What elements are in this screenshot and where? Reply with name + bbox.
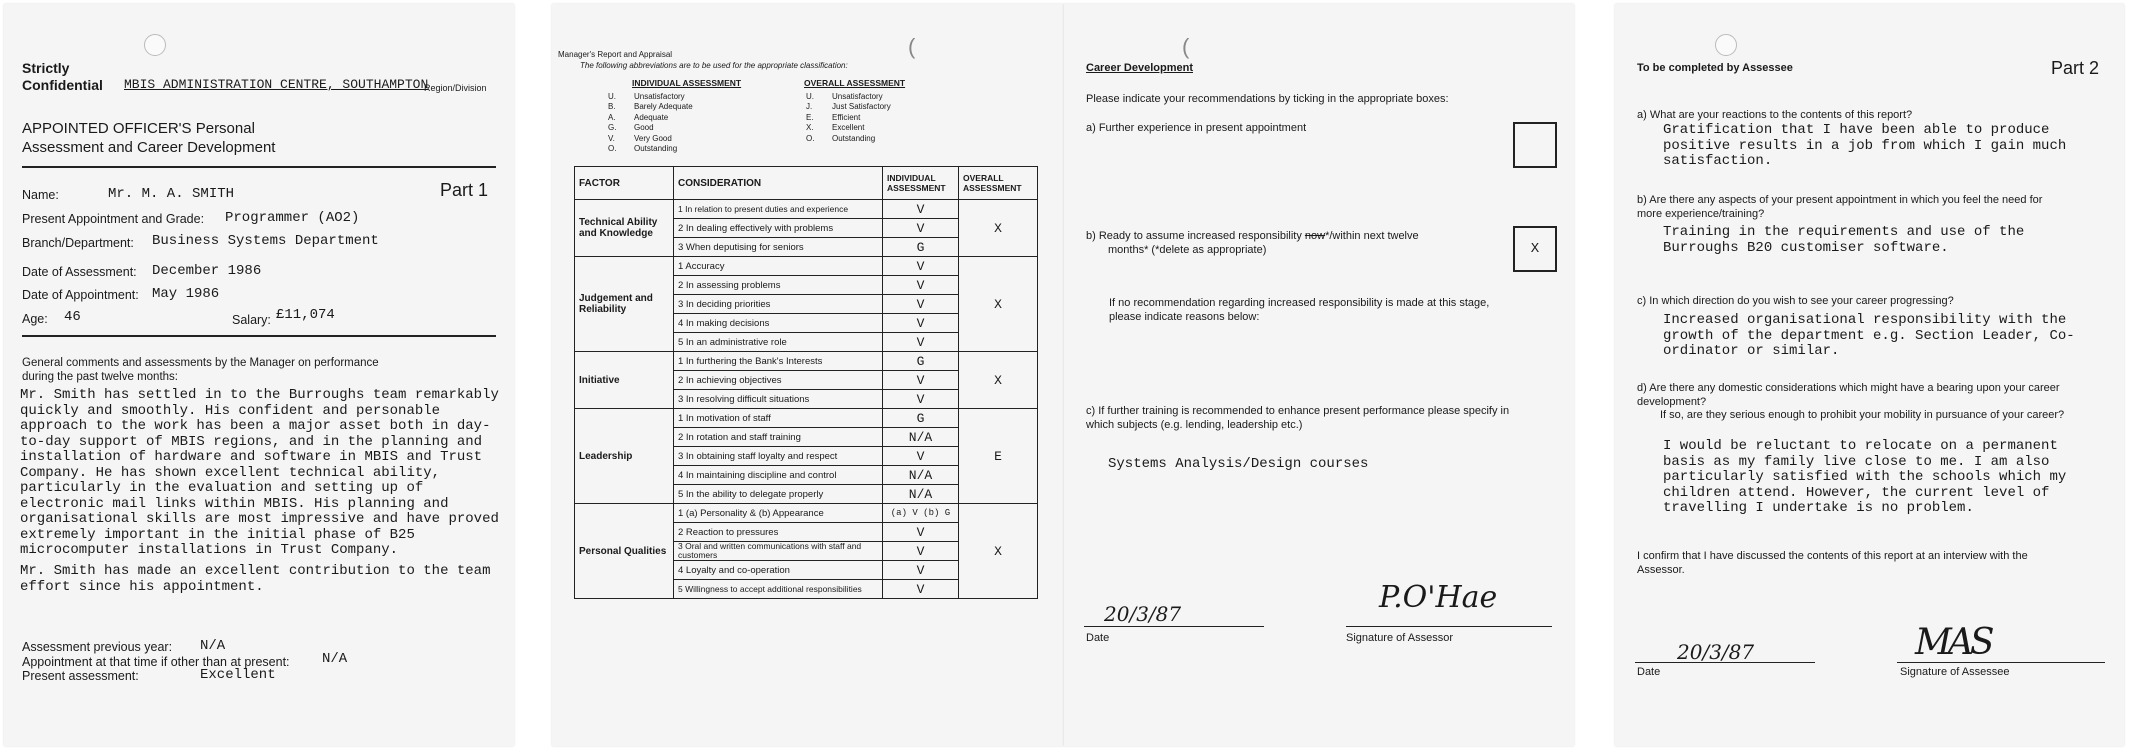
consideration-cell: 5 In the ability to delegate properly [674, 485, 883, 504]
question-c: c) If further training is recommended to enhance present performance please specify in which subjects (e.g. lending, leadership etc.) [1086, 405, 1510, 431]
individual-rating: V [883, 561, 959, 580]
signature-line [1897, 662, 2105, 663]
key-code: J. [806, 102, 813, 112]
question-b-answer: Training in the requirements and use of the Burroughs B20 customiser software. [1663, 224, 2025, 256]
table-row [575, 504, 1038, 523]
overall-key-heading: OVERALL ASSESSMENT [804, 78, 906, 88]
comments-heading: General comments and assessments by the Manager on performance during the past twelve months: [22, 357, 379, 383]
consideration-cell: 3 Oral and written communications with staff and customers [674, 542, 883, 561]
assessor-signature-label: Signature of Assessor [1346, 632, 1454, 644]
key-entry [608, 134, 693, 144]
question-b-text-2: */within next twelve [1325, 230, 1419, 242]
report-header: Manager's Report and Appraisal [558, 50, 673, 59]
key-code: O. [608, 144, 617, 154]
question-b-struck: now [1304, 230, 1326, 242]
individual-rating: V [883, 219, 959, 238]
consideration-cell: 2 In dealing effectively with problems [674, 219, 883, 238]
assessment-table [574, 166, 1038, 599]
individual-key-heading: INDIVIDUAL ASSESSMENT [632, 78, 742, 88]
present-assessment-label: Present assessment: [22, 669, 139, 683]
key-code: U. [806, 92, 814, 101]
key-label: Good [634, 123, 654, 133]
consideration-cell: 5 Willingness to accept additional responsibilities [674, 580, 883, 599]
table-row [575, 200, 1038, 219]
salary-label: Salary: [232, 313, 271, 327]
punch-hole [144, 34, 166, 56]
form-title-line-1: APPOINTED OFFICER'S Personal [22, 120, 255, 137]
key-label: Adequate [634, 112, 669, 122]
key-label: Excellent [832, 123, 865, 133]
consideration-cell: 3 In obtaining staff loyalty and respect [674, 447, 883, 466]
individual-rating: V [883, 257, 959, 276]
overall-key-list [806, 92, 891, 144]
key-entry [608, 102, 693, 112]
question-c-answer: Increased organisational responsibility with the growth of the department e.g. Section Leader, Co-ordinator or similar. [1663, 312, 2075, 359]
assessor-signature: P.O'Hae [1379, 580, 1498, 615]
key-code: X. [806, 123, 814, 133]
appointment-value: Programmer (AO2) [225, 210, 360, 226]
individual-rating: V [883, 371, 959, 390]
key-entry [806, 134, 891, 144]
individual-rating: N/A [883, 466, 959, 485]
key-label: Unsatisfactory [832, 92, 883, 101]
key-code: B. [608, 102, 616, 112]
key-label: Outstanding [832, 133, 876, 143]
individual-rating: G [883, 238, 959, 257]
question-d: d) Are there any domestic considerations which might have a bearing upon your career development? [1637, 382, 2060, 408]
col-consideration: CONSIDERATION [674, 167, 883, 200]
overall-rating: X [959, 200, 1038, 257]
consideration-cell: 4 In making decisions [674, 314, 883, 333]
table-row [575, 352, 1038, 371]
key-entry [608, 92, 693, 102]
question-b-reasons: If no recommendation regarding increased responsibility is made at this stage, please indicate reasons below: [1109, 297, 1490, 323]
consideration-cell: 2 In rotation and staff training [674, 428, 883, 447]
factor-name: Initiative [575, 352, 674, 409]
question-c: c) In which direction do you wish to see your career progressing? [1637, 295, 1954, 307]
consideration-cell: 2 Reaction to pressures [674, 523, 883, 542]
consideration-cell: 3 When deputising for seniors [674, 238, 883, 257]
comments-paragraph-1: Mr. Smith has settled in to the Burroughs team remarkably quickly and smoothly. His confident and personable approach to the work has been a major asset both in day-to-day support of MBIS regions, and in the planning and installation of hardware and software in MBIS and Trust Company. He has shown excellent technical ability, particularly in the evaluation and setting up of electronic mail links within MBIS. His planning and organisational skills are most impressive and have proved extremely important in the initial phase of B25 microcomputer installations in Trust Company. [20, 387, 499, 558]
assessee-signature-label: Signature of Assessee [1900, 666, 2010, 678]
key-entry [806, 113, 891, 123]
consideration-cell: 4 In maintaining discipline and control [674, 466, 883, 485]
question-b-text: b) Ready to assume increased responsibility [1086, 230, 1305, 242]
consideration-cell: 1 In motivation of staff [674, 409, 883, 428]
signature-line [1346, 626, 1552, 627]
question-b-note: months* (*delete as appropriate) [1108, 244, 1267, 256]
career-intro: Please indicate your recommendations by ticking in the appropriate boxes: [1086, 93, 1449, 105]
key-label: Unsatisfactory [634, 92, 685, 101]
assessor-date-value: 20/3/87 [1104, 602, 1182, 626]
individual-rating: V [883, 523, 959, 542]
confirmation-statement: I confirm that I have discussed the contents of this report at an interview with the Assessor. [1637, 550, 2028, 576]
office-name: MBIS ADMINISTRATION CENTRE, SOUTHAMPTON [124, 77, 429, 92]
region-label: Region/Division [424, 83, 487, 93]
consideration-cell: 2 In achieving objectives [674, 371, 883, 390]
col-overall: OVERALL ASSESSMENT [959, 167, 1038, 200]
key-entry [806, 92, 891, 102]
consideration-cell: 1 In relation to present duties and experience [674, 200, 883, 219]
key-label: Very Good [634, 133, 672, 143]
individual-rating: V [883, 447, 959, 466]
date-of-appointment-label: Date of Appointment: [22, 288, 139, 302]
table-row [575, 257, 1038, 276]
consideration-cell: 3 In resolving difficult situations [674, 390, 883, 409]
appointment-label: Present Appointment and Grade: [22, 212, 205, 226]
consideration-cell: 1 (a) Personality & (b) Appearance [674, 504, 883, 523]
key-entry [806, 102, 891, 112]
part-label: Part 1 [440, 180, 489, 200]
appraisal-grid-page [552, 4, 1064, 746]
key-entry [608, 113, 693, 123]
overall-rating: E [959, 409, 1038, 504]
comments-paragraph-2: Mr. Smith has made an excellent contribution to the team effort since his appointment. [20, 563, 491, 595]
date-line [1635, 662, 1815, 663]
divider [22, 335, 496, 337]
age-value: 46 [64, 309, 81, 325]
individual-rating: (a) V (b) G [883, 504, 959, 523]
factor-name: Judgement and Reliability [575, 257, 674, 352]
present-assessment-value: Excellent [200, 667, 276, 683]
col-factor: FACTOR [575, 167, 674, 200]
consideration-cell: 1 Accuracy [674, 257, 883, 276]
consideration-cell: 3 In deciding priorities [674, 295, 883, 314]
name-value: Mr. M. A. SMITH [108, 186, 235, 202]
assessor-date-label: Date [1086, 632, 1110, 644]
individual-rating: V [883, 200, 959, 219]
table-row [575, 409, 1038, 428]
individual-rating: N/A [883, 485, 959, 504]
consideration-cell: 1 In furthering the Bank's Interests [674, 352, 883, 371]
divider [22, 166, 496, 168]
question-d-followup: If so, are they serious enough to prohibit your mobility in pursuance of your career? [1660, 409, 2065, 421]
consideration-cell: 4 Loyalty and co-operation [674, 561, 883, 580]
question-a: a) What are your reactions to the contents of this report? [1637, 109, 1913, 121]
key-entry [806, 123, 891, 133]
punch-hole [1715, 34, 1737, 56]
key-code: A. [608, 112, 616, 122]
previous-year-label: Assessment previous year: [22, 640, 173, 654]
individual-key-list [608, 92, 693, 154]
date-of-assessment-label: Date of Assessment: [22, 265, 137, 279]
factor-name: Personal Qualities [575, 504, 674, 599]
punch-mark: ( [1182, 34, 1190, 59]
key-code: O. [806, 133, 815, 143]
overall-rating: X [959, 352, 1038, 409]
previous-year-value: N/A [200, 638, 226, 654]
individual-rating: V [883, 295, 959, 314]
consideration-cell: 2 In assessing problems [674, 276, 883, 295]
key-code: V. [608, 133, 615, 143]
career-development-page [1064, 4, 1574, 746]
age-label: Age: [22, 312, 48, 326]
checkbox-a[interactable] [1513, 122, 1557, 168]
individual-rating: V [883, 333, 959, 352]
question-c-answer: Systems Analysis/Design courses [1108, 456, 1369, 472]
question-b [1086, 229, 1486, 257]
key-label: Just Satisfactory [832, 102, 891, 112]
question-a: a) Further experience in present appointment [1086, 122, 1307, 134]
consideration-cell: 5 In an administrative role [674, 333, 883, 352]
question-a-answer: Gratification that I have been able to produce positive results in a job from which I gain much satisfaction. [1663, 122, 2067, 169]
assessee-date-label: Date [1637, 666, 1661, 678]
individual-rating: V [883, 542, 959, 561]
date-of-appointment-value: May 1986 [152, 286, 220, 302]
branch-label: Branch/Department: [22, 236, 134, 250]
confidentiality-label: Strictly Confidential [22, 60, 103, 93]
name-label: Name: [22, 188, 59, 202]
key-label: Barely Adequate [634, 102, 693, 112]
key-code: G. [608, 123, 617, 133]
factor-name: Leadership [575, 409, 674, 504]
overall-rating: X [959, 504, 1038, 599]
key-label: Efficient [832, 112, 861, 122]
form-title-line-2: Assessment and Career Development [22, 139, 276, 156]
factor-name: Technical Ability and Knowledge [575, 200, 674, 257]
individual-rating: V [883, 314, 959, 333]
assessee-page-part-2 [1615, 4, 2124, 746]
assessee-signature: MAS [1915, 622, 1991, 663]
key-entry [608, 123, 693, 133]
individual-rating: V [883, 580, 959, 599]
key-label: Outstanding [634, 144, 678, 154]
appointment-at-time-value: N/A [322, 651, 348, 667]
individual-rating: N/A [883, 428, 959, 447]
report-subheader: The following abbreviations are to be used for the appropriate classification: [580, 61, 848, 70]
individual-rating: G [883, 409, 959, 428]
assessee-heading: To be completed by Assessee [1637, 62, 1793, 74]
individual-rating: G [883, 352, 959, 371]
question-b: b) Are there any aspects of your present appointment in which you feel the need for more experience/training? [1637, 194, 2043, 220]
key-code: U. [608, 92, 616, 101]
question-d-answer: I would be reluctant to relocate on a permanent basis as my family live close to me. I am also particularly satisfied with the schools which my children attend. However, the current level of travelling I undertake is no problem. [1663, 438, 2067, 516]
individual-rating: V [883, 276, 959, 295]
salary-value: £11,074 [276, 307, 335, 323]
key-entry [608, 144, 693, 154]
individual-rating: V [883, 390, 959, 409]
date-of-assessment-value: December 1986 [152, 263, 262, 279]
col-individual: INDIVIDUAL ASSESSMENT [883, 167, 959, 200]
overall-rating: X [959, 257, 1038, 352]
appointment-at-time-label: Appointment at that time if other than at present: [22, 655, 290, 669]
punch-mark: ( [908, 34, 916, 59]
assessee-date-value: 20/3/87 [1677, 640, 1755, 664]
key-code: E. [806, 112, 814, 122]
career-development-title: Career Development [1086, 62, 1193, 74]
form-page-part-1 [4, 4, 514, 746]
part-label: Part 2 [2051, 58, 2100, 78]
branch-value: Business Systems Department [152, 233, 379, 249]
checkbox-b[interactable]: X [1513, 226, 1557, 272]
date-line [1084, 626, 1264, 627]
